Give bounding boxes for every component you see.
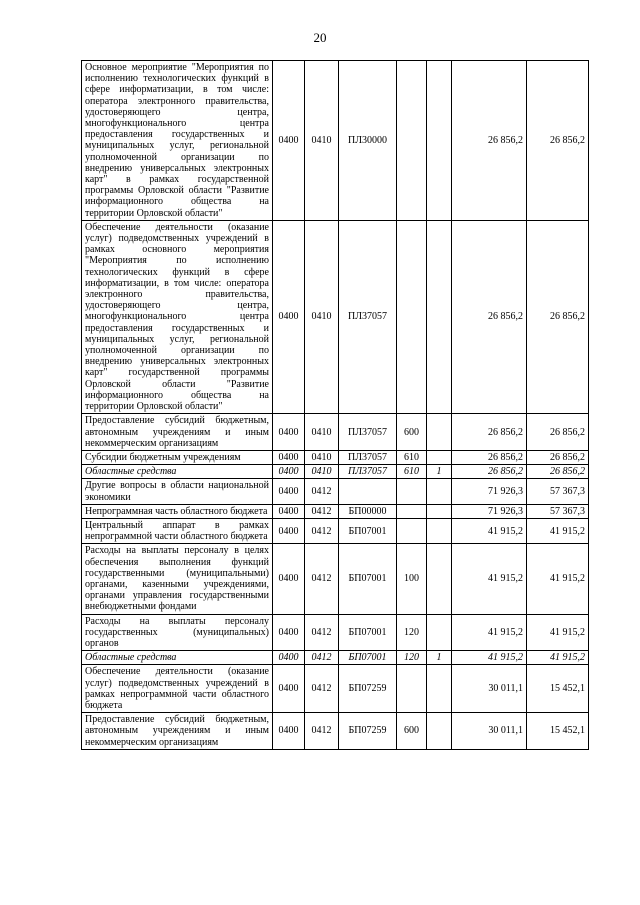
target-article-code: БП07001	[339, 614, 397, 651]
subsection-code: 0412	[305, 479, 339, 504]
row-name: Основное мероприятие "Мероприятия по исполнению технологических функций в сфере информатизации, в том числе: оператора электронного правительства, удостоверяющего центра, многофункционального центра предоставления государственных и муниципальных услуг, региональной уполномоченной организации по внедрению универсальных электронных карт" в рамках государственной программы Орловской области "Развитие информационного общества на территории Орловской области"	[82, 61, 273, 221]
row-name: Обеспечение деятельности (оказание услуг) подведомственных учреждений в рамках непрограммной части областного бюджета	[82, 665, 273, 713]
table-row	[82, 518, 589, 543]
row-name: Центральный аппарат в рамках непрограммной части областного бюджета	[82, 518, 273, 543]
amount-year-2: 26 856,2	[527, 61, 589, 221]
expense-type-code	[397, 518, 427, 543]
row-name: Предоставление субсидий бюджетным, автономным учреждениям и иным некоммерческим организациям	[82, 713, 273, 750]
target-article-code: БП07259	[339, 713, 397, 750]
amount-year-1: 26 856,2	[452, 220, 527, 413]
table-row	[82, 544, 589, 614]
source-code	[427, 61, 452, 221]
subsection-code: 0412	[305, 651, 339, 665]
table-row	[82, 651, 589, 665]
expense-type-code	[397, 504, 427, 518]
amount-year-1: 30 011,1	[452, 665, 527, 713]
expense-type-code	[397, 665, 427, 713]
subsection-code: 0410	[305, 61, 339, 221]
table-row	[82, 614, 589, 651]
amount-year-1: 41 915,2	[452, 518, 527, 543]
expense-type-code: 610	[397, 450, 427, 464]
amount-year-2: 26 856,2	[527, 465, 589, 479]
amount-year-1: 26 856,2	[452, 414, 527, 451]
table-row	[82, 504, 589, 518]
amount-year-2: 57 367,3	[527, 504, 589, 518]
target-article-code: БП07001	[339, 518, 397, 543]
target-article-code: ПЛ37057	[339, 465, 397, 479]
source-code	[427, 479, 452, 504]
amount-year-1: 26 856,2	[452, 465, 527, 479]
section-code: 0400	[273, 614, 305, 651]
amount-year-1: 26 856,2	[452, 61, 527, 221]
row-name: Обеспечение деятельности (оказание услуг) подведомственных учреждений в рамках основного мероприятия "Мероприятия по исполнению технологических функций в сфере информатизации, в том числе: оператора электронного правительства, удостоверяющего центра, многофункционального центра предоставления государственных и муниципальных услуг, региональной уполномоченной организации по внедрению универсальных электронных карт" государственной программы Орловской области "Развитие информационного общества на территории Орловской области"	[82, 220, 273, 413]
section-code: 0400	[273, 220, 305, 413]
source-code	[427, 450, 452, 464]
amount-year-2: 41 915,2	[527, 544, 589, 614]
section-code: 0400	[273, 450, 305, 464]
subsection-code: 0412	[305, 504, 339, 518]
section-code: 0400	[273, 518, 305, 543]
expense-type-code: 600	[397, 713, 427, 750]
subsection-code: 0410	[305, 414, 339, 451]
target-article-code: ПЛ37057	[339, 220, 397, 413]
table-row	[82, 220, 589, 413]
section-code: 0400	[273, 651, 305, 665]
amount-year-2: 15 452,1	[527, 665, 589, 713]
amount-year-1: 71 926,3	[452, 504, 527, 518]
target-article-code: БП07001	[339, 544, 397, 614]
table-row	[82, 61, 589, 221]
section-code: 0400	[273, 61, 305, 221]
row-name: Непрограммная часть областного бюджета	[82, 504, 273, 518]
source-code	[427, 518, 452, 543]
expense-type-code	[397, 220, 427, 413]
row-name: Расходы на выплаты персоналу в целях обеспечения выполнения функций государственными (муниципальными) органами, казенными учреждениями, органами управления государственными внебюджетными фондами	[82, 544, 273, 614]
table-row	[82, 465, 589, 479]
target-article-code: БП07259	[339, 665, 397, 713]
subsection-code: 0412	[305, 713, 339, 750]
section-code: 0400	[273, 479, 305, 504]
target-article-code: БП00000	[339, 504, 397, 518]
expense-type-code: 600	[397, 414, 427, 451]
section-code: 0400	[273, 544, 305, 614]
table-row	[82, 450, 589, 464]
subsection-code: 0410	[305, 220, 339, 413]
amount-year-1: 26 856,2	[452, 450, 527, 464]
row-name: Областные средства	[82, 651, 273, 665]
source-code	[427, 220, 452, 413]
target-article-code: ПЛ37057	[339, 450, 397, 464]
row-name: Областные средства	[82, 465, 273, 479]
page-number: 20	[313, 30, 327, 45]
amount-year-2: 26 856,2	[527, 414, 589, 451]
expense-type-code	[397, 479, 427, 504]
section-code: 0400	[273, 713, 305, 750]
amount-year-1: 41 915,2	[452, 544, 527, 614]
table-row	[82, 479, 589, 504]
section-code: 0400	[273, 465, 305, 479]
source-code	[427, 544, 452, 614]
expense-type-code: 120	[397, 614, 427, 651]
row-name: Предоставление субсидий бюджетным, автономным учреждениям и иным некоммерческим организациям	[82, 414, 273, 451]
amount-year-2: 26 856,2	[527, 450, 589, 464]
source-code	[427, 713, 452, 750]
source-code	[427, 665, 452, 713]
section-code: 0400	[273, 504, 305, 518]
subsection-code: 0410	[305, 465, 339, 479]
subsection-code: 0412	[305, 518, 339, 543]
section-code: 0400	[273, 665, 305, 713]
subsection-code: 0412	[305, 614, 339, 651]
source-code	[427, 414, 452, 451]
row-name: Субсидии бюджетным учреждениям	[82, 450, 273, 464]
amount-year-2: 41 915,2	[527, 518, 589, 543]
expense-type-code: 120	[397, 651, 427, 665]
source-code	[427, 614, 452, 651]
amount-year-1: 41 915,2	[452, 651, 527, 665]
row-name: Другие вопросы в области национальной экономики	[82, 479, 273, 504]
target-article-code: ПЛ37057	[339, 414, 397, 451]
target-article-code: БП07001	[339, 651, 397, 665]
subsection-code: 0412	[305, 665, 339, 713]
budget-table	[81, 60, 589, 750]
amount-year-2: 41 915,2	[527, 614, 589, 651]
subsection-code: 0412	[305, 544, 339, 614]
subsection-code: 0410	[305, 450, 339, 464]
source-code: 1	[427, 651, 452, 665]
target-article-code	[339, 479, 397, 504]
table-row	[82, 713, 589, 750]
source-code	[427, 504, 452, 518]
amount-year-1: 30 011,1	[452, 713, 527, 750]
row-name: Расходы на выплаты персоналу государственных (муниципальных) органов	[82, 614, 273, 651]
section-code: 0400	[273, 414, 305, 451]
source-code: 1	[427, 465, 452, 479]
amount-year-2: 26 856,2	[527, 220, 589, 413]
target-article-code: ПЛ30000	[339, 61, 397, 221]
amount-year-2: 57 367,3	[527, 479, 589, 504]
table-row	[82, 414, 589, 451]
amount-year-1: 71 926,3	[452, 479, 527, 504]
expense-type-code: 610	[397, 465, 427, 479]
amount-year-2: 15 452,1	[527, 713, 589, 750]
amount-year-1: 41 915,2	[452, 614, 527, 651]
expense-type-code	[397, 61, 427, 221]
amount-year-2: 41 915,2	[527, 651, 589, 665]
table-row	[82, 665, 589, 713]
expense-type-code: 100	[397, 544, 427, 614]
